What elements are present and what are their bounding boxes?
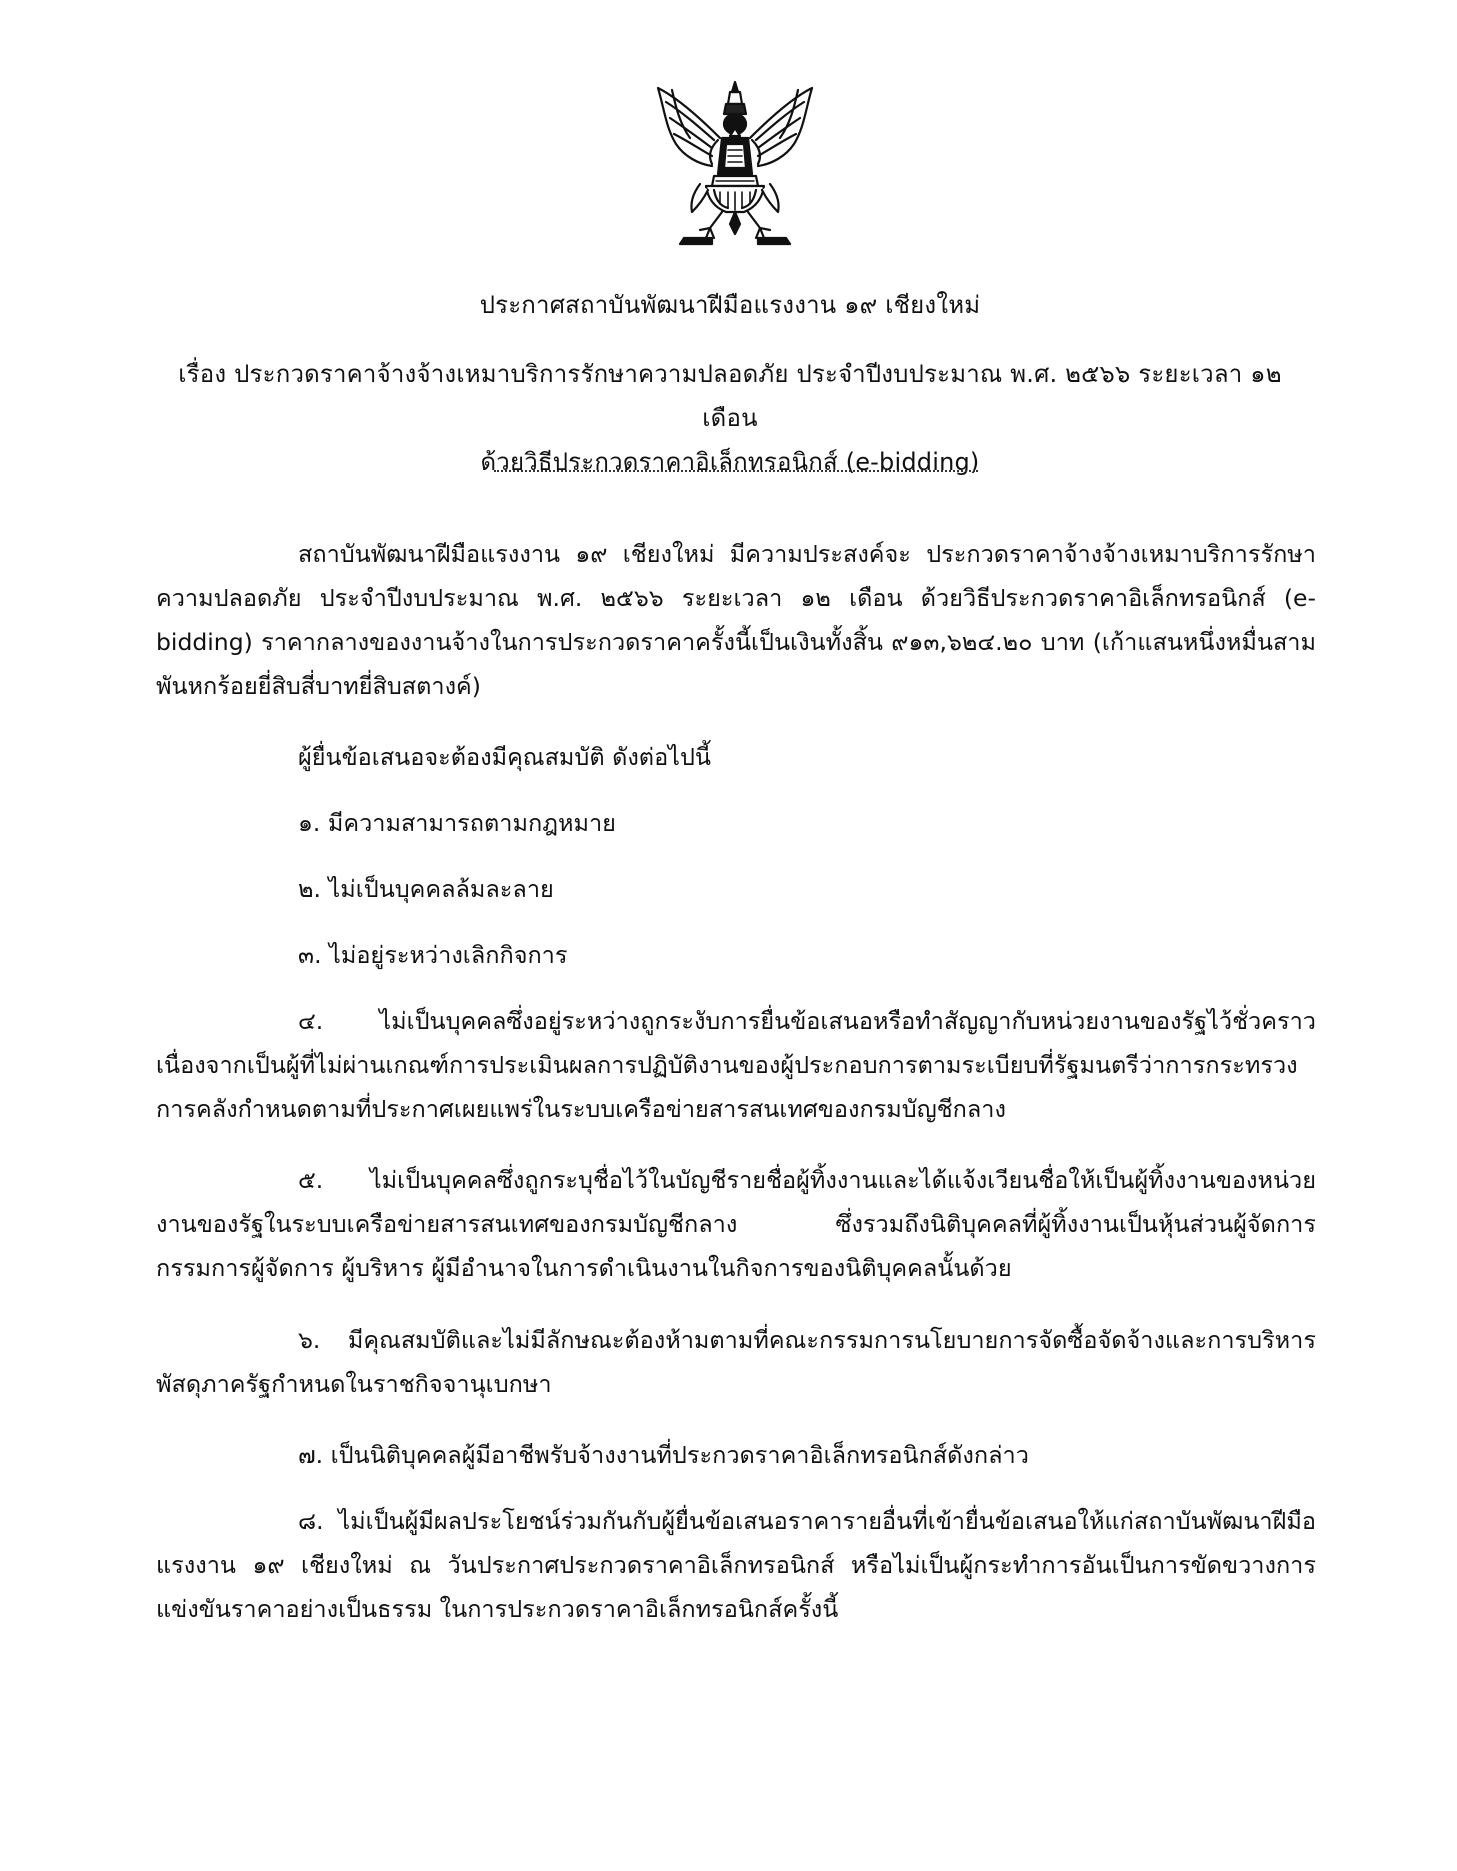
qualifications-intro: ผู้ยื่นข้อเสนอจะต้องมีคุณสมบัติ ดังต่อไปนี้ [298,743,711,771]
qualification-item-3: ๓. ไม่อยู่ระหว่างเลิกกิจการ [298,941,568,969]
intro-paragraph: สถาบันพัฒนาฝีมือแรงงาน ๑๙ เชียงใหม่ มีความประสงค์จะ ประกวดราคาจ้างจ้างเหมาบริการรักษาความปลอดภัย ประจำปีงบประมาณ พ.ศ. ๒๕๖๖ ระยะเวลา ๑๒ เดือน ด้วยวิธีประกวดราคาอิเล็กทรอนิกส์ (e-bidding) ราคากลางของงานจ้างในการประกวดราคาครั้งนี้เป็นเงินทั้งสิ้น ๙๑๓,๖๒๔.๒๐ บาท (เก้าแสนหนึ่งหมื่นสามพันหกร้อยยี่สิบสี่บาทยี่สิบสตางค์) [156,540,1316,700]
announcement-subject [150,352,1310,484]
qualification-item-5: ๕. ไม่เป็นบุคคลซึ่งถูกระบุชื่อไว้ในบัญชีรายชื่อผู้ทิ้งงานและได้แจ้งเวียนชื่อให้เป็นผู้ทิ้งงานของหน่วยงานของรัฐในระบบเครือข่ายสารสนเทศของกรมบัญชีกลาง ซึ่งรวมถึงนิติบุคคลที่ผู้ทิ้งงานเป็นหุ้นส่วนผู้จัดการ กรรมการผู้จัดการ ผู้บริหาร ผู้มีอำนาจในการดำเนินงานในกิจการของนิติบุคคลนั้นด้วย [156,1166,1316,1282]
subject-line-1: เรื่อง ประกวดราคาจ้างจ้างเหมาบริการรักษาความปลอดภัย ประจำปีงบประมาณ พ.ศ. ๒๕๖๖ ระยะเวลา ๑๒ เดือน [178,360,1282,432]
qualification-item-8: ๘. ไม่เป็นผู้มีผลประโยชน์ร่วมกันกับผู้ยื่นข้อเสนอราคารายอื่นที่เข้ายื่นข้อเสนอให้แก่สถาบันพัฒนาฝีมือแรงงาน ๑๙ เชียงใหม่ ณ วันประกาศประกวดราคาอิเล็กทรอนิกส์ หรือไม่เป็นผู้กระทำการอันเป็นการขัดขวางการแข่งขันราคาอย่างเป็นธรรม ในการประกวดราคาอิเล็กทรอนิกส์ครั้งนี้ [156,1507,1316,1623]
qualification-item-4: ๔. ไม่เป็นบุคคลซึ่งอยู่ระหว่างถูกระงับการยื่นข้อเสนอหรือทำสัญญากับหน่วยงานของรัฐไว้ชั่วคราว เนื่องจากเป็นผู้ที่ไม่ผ่านเกณฑ์การประเมินผลการปฏิบัติงานของผู้ประกอบการตามระเบียบที่รัฐมนตรีว่าการกระทรวงการคลังกำหนดตามที่ประกาศเผยแพร่ในระบบเครือข่ายสารสนเทศของกรมบัญชีกลาง [156,1007,1316,1123]
subject-line-2: ด้วยวิธีประกวดราคาอิเล็กทรอนิกส์ (e-bidding) [480,448,980,476]
announcement-title: ประกาศสถาบันพัฒนาฝีมือแรงงาน ๑๙ เชียงใหม่ [479,291,981,319]
qualification-item-1: ๑. มีความสามารถตามกฎหมาย [298,809,616,837]
qualification-item-2: ๒. ไม่เป็นบุคคลล้มละลาย [298,875,554,903]
qualification-item-7: ๗. เป็นนิติบุคคลผู้มีอาชีพรับจ้างงานที่ประกวดราคาอิเล็กทรอนิกส์ดังกล่าว [298,1441,1029,1469]
qualification-item-6: ๖. มีคุณสมบัติและไม่มีลักษณะต้องห้ามตามที่คณะกรรมการนโยบายการจัดซื้อจัดจ้างและการบริหารพัสดุภาครัฐกำหนดในราชกิจจานุเบกษา [156,1326,1316,1398]
dotted-divider [494,470,978,472]
garuda-emblem-icon [650,78,820,246]
